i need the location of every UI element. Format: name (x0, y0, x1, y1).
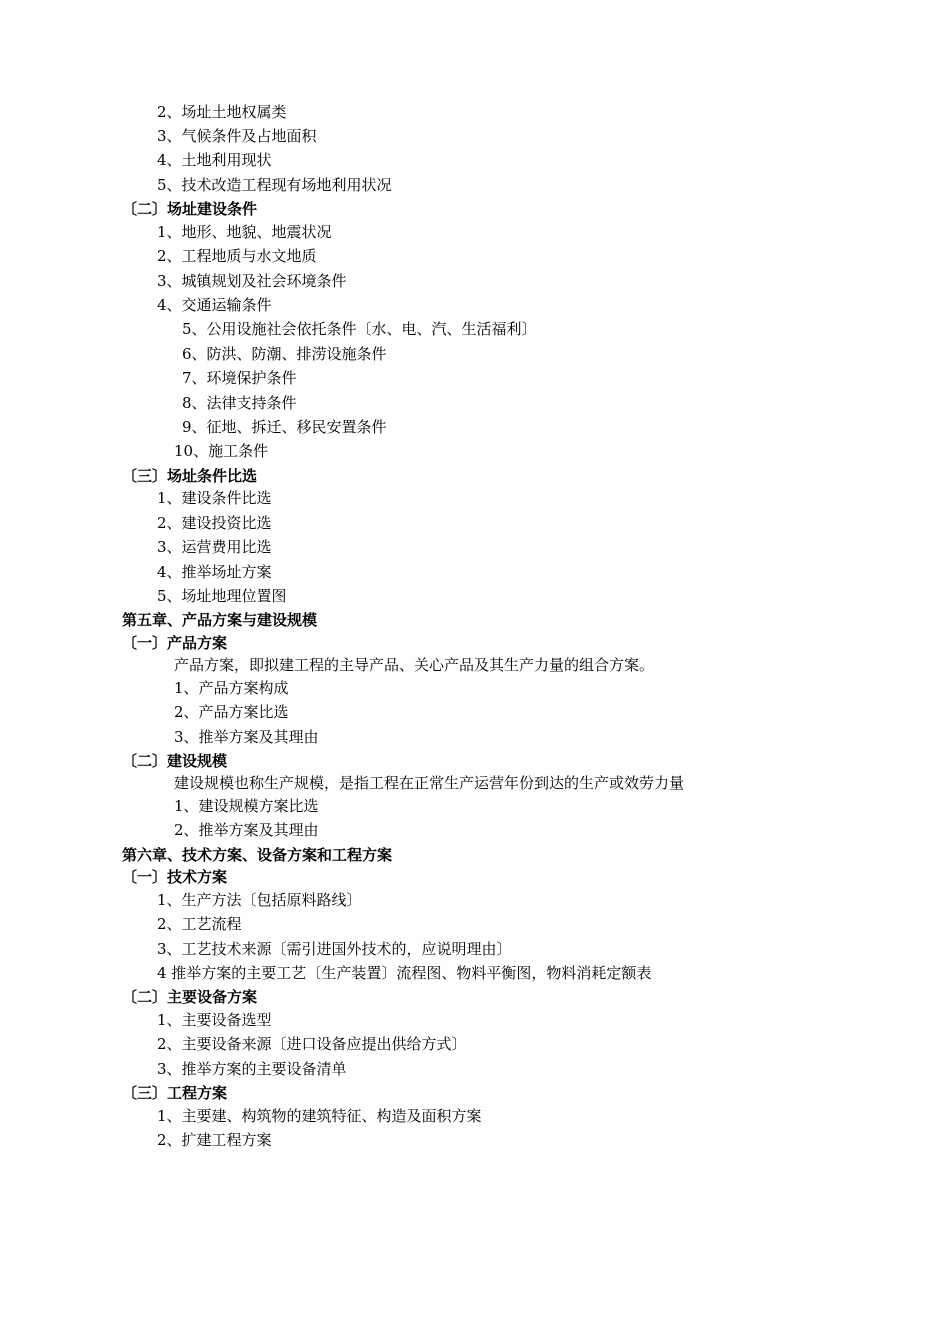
list-item: 4、推举场址方案 (157, 563, 272, 581)
list-item: 7、环境保护条件 (182, 369, 297, 387)
list-item: 4、土地利用现状 (157, 151, 272, 169)
list-item: 3、推举方案及其理由 (174, 728, 319, 746)
section-heading: 〔一〕产品方案 (122, 634, 228, 652)
section-heading: 〔二〕主要设备方案 (122, 988, 258, 1006)
list-item: 2、场址土地权属类 (157, 103, 287, 121)
section-heading: 〔一〕技术方案 (122, 868, 228, 886)
section-heading: 〔二〕场址建设条件 (122, 200, 258, 218)
list-item: 2、产品方案比选 (174, 703, 289, 721)
list-item: 2、工艺流程 (157, 915, 242, 933)
list-item: 6、防洪、防潮、排涝设施条件 (182, 345, 387, 363)
list-item: 1、建设条件比选 (157, 489, 272, 507)
list-item: 2、工程地质与水文地质 (157, 247, 317, 265)
list-item: 5、技术改造工程现有场地利用状况 (157, 176, 392, 194)
list-item: 1、产品方案构成 (174, 679, 289, 697)
list-item: 2、扩建工程方案 (157, 1131, 272, 1149)
list-item: 1、地形、地貌、地震状况 (157, 223, 332, 241)
list-item: 建设规模也称生产规模，是指工程在正常生产运营年份到达的生产或效劳力量 (174, 774, 685, 792)
list-item: 1、主要建、构筑物的建筑特征、构造及面积方案 (157, 1107, 482, 1125)
section-heading: 第五章、产品方案与建设规模 (122, 611, 318, 629)
list-item: 8、法律支持条件 (182, 394, 297, 412)
list-item: 5、场址地理位置图 (157, 587, 287, 605)
section-heading: 〔三〕工程方案 (122, 1084, 228, 1102)
list-item: 1、主要设备选型 (157, 1011, 272, 1029)
list-item: 5、公用设施社会依托条件〔水、电、汽、生活福利〕 (182, 320, 537, 338)
list-item: 1、建设规模方案比选 (174, 797, 319, 815)
list-item: 3、推举方案的主要设备清单 (157, 1060, 347, 1078)
section-heading: 〔二〕建设规模 (122, 752, 228, 770)
list-item: 4 推举方案的主要工艺〔生产装置〕流程图、物料平衡图，物料消耗定额表 (157, 964, 652, 982)
list-item: 2、主要设备来源〔进口设备应提出供给方式〕 (157, 1035, 467, 1053)
list-item: 3、城镇规划及社会环境条件 (157, 272, 347, 290)
list-item: 2、建设投资比选 (157, 514, 272, 532)
list-item: 10、施工条件 (174, 442, 269, 460)
list-item: 4、交通运输条件 (157, 296, 272, 314)
list-item: 产品方案，即拟建工程的主导产品、关心产品及其生产力量的组合方案。 (174, 656, 655, 674)
list-item: 3、气候条件及占地面积 (157, 127, 317, 145)
section-heading: 〔三〕场址条件比选 (122, 467, 258, 485)
list-item: 3、工艺技术来源〔需引进国外技术的，应说明理由〕 (157, 940, 512, 958)
list-item: 9、征地、拆迁、移民安置条件 (182, 418, 387, 436)
list-item: 3、运营费用比选 (157, 538, 272, 556)
section-heading: 第六章、技术方案、设备方案和工程方案 (122, 846, 393, 864)
list-item: 1、生产方法〔包括原料路线〕 (157, 891, 362, 909)
list-item: 2、推举方案及其理由 (174, 821, 319, 839)
